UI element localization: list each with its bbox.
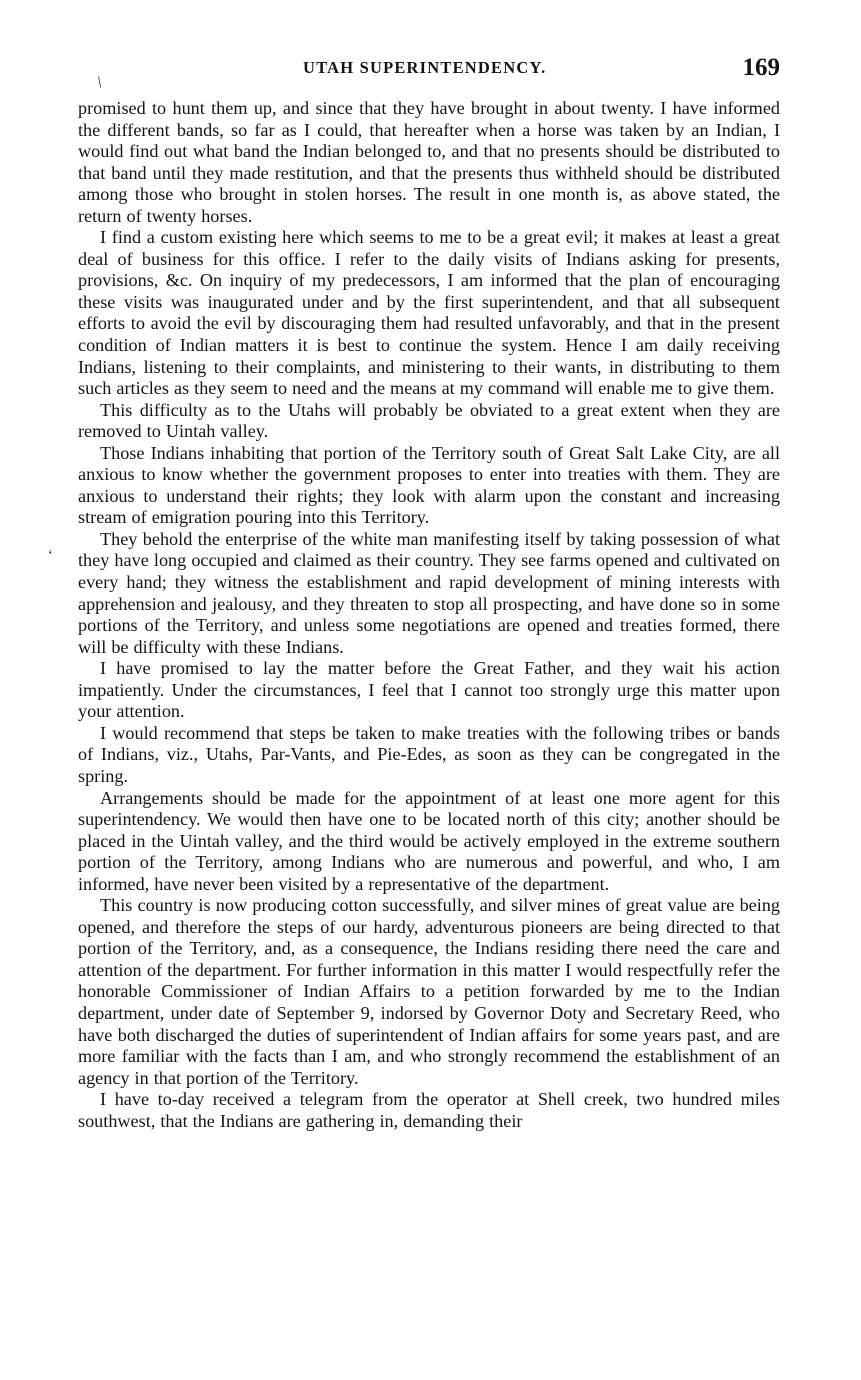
paragraph: Those Indians inhabiting that portion of the Territory south of Great Salt Lake City, are all anxious to know whether the government proposes to enter into treaties with them. They are anxious to understand their rights; they look with alarm upon the constant and increasing stream of emigration pouring into this Territory. (78, 442, 780, 528)
page-number: 169 (742, 54, 780, 81)
stray-pen-mark: / (93, 74, 107, 92)
paragraph-continued: promised to hunt them up, and since that they have brought in about twenty. I have informed the different bands, so far as I could, that hereafter when a horse was taken by an Indian, I would find out what band the Indian belonged to, and that no presents should be distributed to that band until they made restitution, and that the presents thus withheld should be distributed among those who brought in stolen horses. The result in one month is, as above stated, the return of twenty horses. (78, 98, 780, 226)
paragraph: They behold the enterprise of the white man manifesting itself by taking possession of what they have long occupied and claimed as their country. They see farms opened and cultivated on every hand; they witness the establishment and rapid development of mining interests with apprehension and jealousy, and they threaten to stop all prospecting, and have done so in some portions of the Territory, and unless some negotiations are opened and treaties formed, there will be difficulty with these Indians. (78, 528, 780, 657)
running-head (78, 54, 780, 98)
paragraph: This difficulty as to the Utahs will probably be obviated to a great extent when they are removed to Uintah valley. (78, 399, 780, 442)
paragraph: Arrangements should be made for the appointment of at least one more agent for this superintendency. We would then have one to be located north of this city; another should be placed in the Uintah valley, and the third would be actively employed in the extreme southern portion of the Territory, among Indians who are numerous and powerful, and who, I am informed, have never been visited by a representative of the department. (78, 787, 780, 894)
paragraph: I have promised to lay the matter before the Great Father, and they wait his action impatiently. Under the circumstances, I feel that I cannot too strongly urge this matter upon your attention. (78, 658, 780, 722)
body-text (48, 98, 780, 1132)
paragraph: This country is now producing cotton successfully, and silver mines of great value are being opened, and therefore the steps of our hardy, adventurous pioneers are being directed to that portion of the Territory, and, as a consequence, the Indians residing there need the care and attention of the department. For further information in this matter I would respectfully refer the honorable Commissioner of Indian Affairs to a petition forwarded by me to the Indian department, under date of September 9, indorsed by Governor Doty and Secretary Reed, who have both discharged the duties of superintendent of Indian affairs for some years past, and are more familiar with the facts than I am, and who strongly recommend the establishment of an agency in that portion of the Territory. (78, 895, 780, 1088)
paragraph: I would recommend that steps be taken to make treaties with the following tribes or bands of Indians, viz., Utahs, Par-Vants, and Pie-Edes, as soon as they can be congregated in the spring. (78, 722, 780, 786)
running-title: UTAH SUPERINTENDENCY. (303, 58, 547, 77)
document-page (48, 54, 780, 1132)
stray-margin-mark: ‘ (48, 548, 53, 563)
paragraph-continues: I have to-day received a telegram from the operator at Shell creek, two hundred miles southwest, that the Indians are gathering in, demanding their (78, 1089, 780, 1131)
paragraph: I find a custom existing here which seems to me to be a great evil; it makes at least a great deal of business for this office. I refer to the daily visits of Indians asking for presents, provisions, &c. On inquiry of my predecessors, I am informed that the plan of encouraging these visits was inaugurated under and by the first superintendent, and that all subsequent efforts to avoid the evil by discouraging them had resulted unfavorably, and that in the present condition of Indian matters it is best to continue the system. Hence I am daily receiving Indians, listening to their complaints, and ministering to their wants, in distributing to them such articles as they seem to need and the means at my command will enable me to give them. (78, 227, 780, 399)
